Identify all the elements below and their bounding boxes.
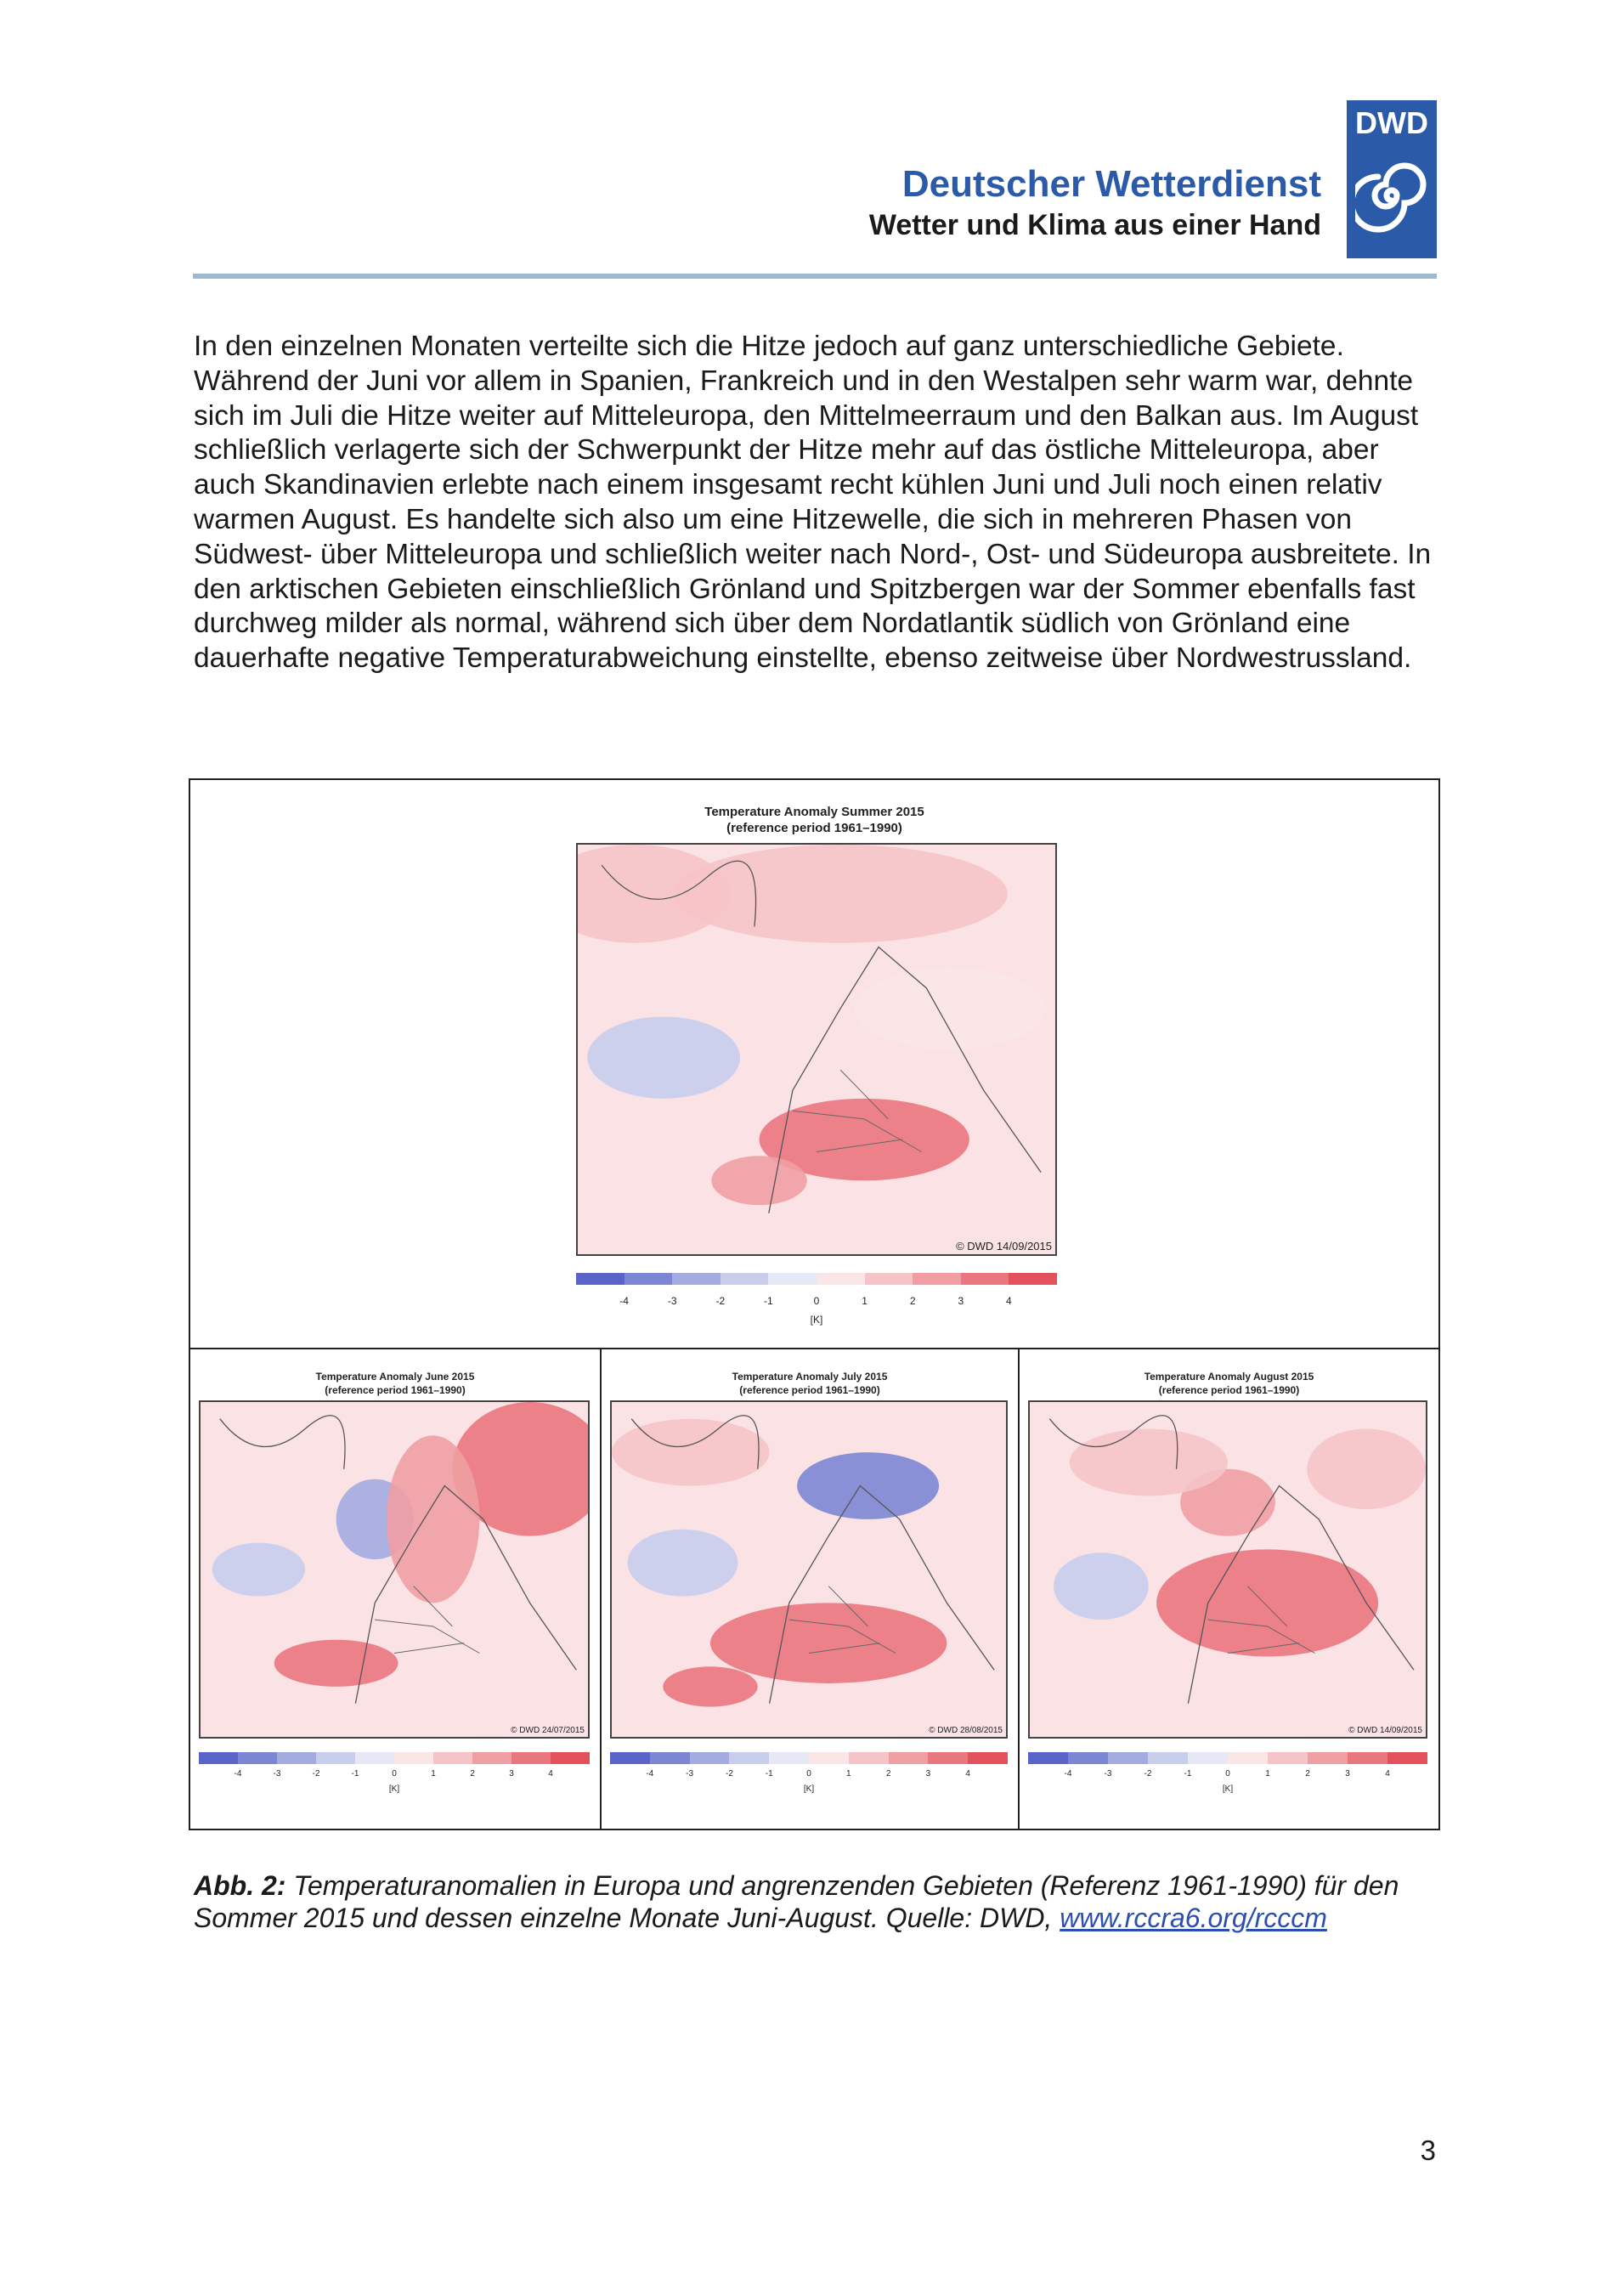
colorbar: [576, 1273, 1057, 1285]
colorbar-tick-label: 1: [431, 1769, 436, 1779]
colorbar-swatch: [551, 1752, 590, 1764]
logo-text: DWD: [1355, 105, 1428, 140]
colorbar-swatch: [610, 1752, 650, 1764]
colorbar: [199, 1752, 590, 1764]
colorbar-swatch: [199, 1752, 238, 1764]
colorbar-swatch: [913, 1273, 961, 1285]
colorbar-tick-label: -2: [715, 1295, 726, 1307]
colorbar-swatch: [961, 1273, 1009, 1285]
colorbar-tick-label: 1: [1265, 1769, 1270, 1779]
map-title-line: Temperature Anomaly July 2015: [732, 1371, 888, 1383]
figure-temperature-anomalies: [189, 778, 1440, 1830]
caption-source-link[interactable]: www.rccra6.org/rcccm: [1060, 1903, 1327, 1933]
colorbar-swatch: [1108, 1752, 1148, 1764]
colorbar-tick-label: 2: [885, 1769, 891, 1779]
colorbar-tick-label: -3: [273, 1769, 281, 1779]
colorbar-tick-label: -4: [619, 1295, 629, 1307]
colorbar-tick-label: 1: [846, 1769, 851, 1779]
org-tagline: Wetter und Klima aus einer Hand: [868, 209, 1321, 241]
map-title: [602, 1370, 1018, 1397]
colorbar-tick-label: 0: [806, 1769, 811, 1779]
colorbar-swatch: [277, 1752, 316, 1764]
map-title-line: Temperature Anomaly August 2015: [1144, 1371, 1314, 1383]
org-name: Deutscher Wetterdienst: [901, 163, 1321, 205]
colorbar-tick-label: -3: [1104, 1769, 1112, 1779]
colorbar-tick-label: -3: [667, 1295, 677, 1307]
colorbar-swatch: [1228, 1752, 1268, 1764]
colorbar-swatch: [690, 1752, 730, 1764]
colorbar-swatch: [238, 1752, 277, 1764]
page-number: 3: [1420, 2135, 1436, 2166]
colorbar-unit: [K]: [810, 1314, 823, 1326]
page-header: [193, 93, 1437, 286]
colorbar-swatch: [729, 1752, 769, 1764]
colorbar-tick-label: 2: [1305, 1769, 1310, 1779]
map-title: [1020, 1370, 1438, 1397]
colorbar-swatch: [865, 1273, 913, 1285]
colorbar-tick-label: -4: [1064, 1769, 1072, 1779]
map-panel-june: [190, 1349, 602, 1829]
colorbar-tick-label: 0: [813, 1295, 820, 1307]
colorbar: [1028, 1752, 1427, 1764]
colorbar-tick-label: -2: [725, 1769, 733, 1779]
map-title-line: Temperature Anomaly June 2015: [315, 1371, 475, 1383]
colorbar-swatch: [672, 1273, 721, 1285]
map-reference-period: (reference period 1961–1990): [739, 1384, 880, 1396]
colorbar-swatch: [1188, 1752, 1228, 1764]
colorbar-swatch: [817, 1273, 865, 1285]
colorbar-tick-label: 2: [470, 1769, 475, 1779]
map-copyright-stamp: © DWD 14/09/2015: [956, 1240, 1052, 1253]
map-panel-july: [602, 1349, 1020, 1829]
colorbar-tick-label: 2: [909, 1295, 916, 1307]
map-copyright-stamp: © DWD 24/07/2015: [511, 1726, 585, 1735]
colorbar-tick-label: 0: [1225, 1769, 1230, 1779]
colorbar-swatch: [1387, 1752, 1427, 1764]
colorbar-tick-label: 4: [965, 1769, 970, 1779]
map-reference-period: (reference period 1961–1990): [325, 1384, 466, 1396]
colorbar-swatch: [433, 1752, 472, 1764]
spiral-icon: [1355, 156, 1428, 241]
colorbar-swatch: [1009, 1273, 1057, 1285]
colorbar-tick-label: 1: [862, 1295, 868, 1307]
colorbar-tick-label: 4: [1006, 1295, 1012, 1307]
figure-caption: [194, 1869, 1436, 1934]
body-paragraph: In den einzelnen Monaten verteilte sich die Hitze jedoch auf ganz unterschiedliche Gebiete. Während der Juni vor allem in Spanien, Frankreich und in den Westalpen sehr warm war, dehnte sich im Juli die Hitze weiter auf Mitteleuropa, den Mittelmeerraum und den Balkan aus. Im August schließlich verlagerte sich der Schwerpunkt der Hitze mehr auf das östliche Mitteleuropa, aber auch Skandinavien erlebte nach einem insgesamt recht kühlen Juni und Juli noch einen relativ warmen August. Es handelte sich also um eine Hitzewelle, die sich in mehreren Phasen von Südwest- über Mitteleuropa und schließlich weiter nach Nord-, Ost- und Südeuropa ausbreitete. In den arktischen Gebieten einschließlich Grönland und Spitzbergen war der Sommer ebenfalls fast durchweg milder als normal, während sich über dem Nordatlantik südlich von Grönland eine dauerhafte negative Temperaturabweichung einstellte, ebenso zeitweise über Nordwestrussland.: [194, 331, 1432, 675]
colorbar-tick-label: -1: [351, 1769, 359, 1779]
colorbar-tick-label: -2: [312, 1769, 320, 1779]
map-reference-period: (reference period 1961–1990): [726, 821, 902, 835]
map-title: [190, 804, 1438, 836]
colorbar-tick-label: -3: [686, 1769, 694, 1779]
colorbar-tick-label: 3: [958, 1295, 964, 1307]
colorbar-swatch: [889, 1752, 929, 1764]
colorbar-tick-label: 4: [548, 1769, 553, 1779]
colorbar-unit: [K]: [803, 1784, 815, 1794]
colorbar-tick-label: -1: [1184, 1769, 1192, 1779]
map-title: [190, 1370, 600, 1397]
caption-text: Temperaturanomalien in Europa und angrenzenden Gebieten (Referenz 1961-1990) für den Sommer 2015 und dessen einzelne Monate Juni-August. Quelle: DWD,: [194, 1870, 1399, 1933]
colorbar-unit: [K]: [1222, 1784, 1234, 1794]
colorbar-tick-label: -1: [764, 1295, 773, 1307]
colorbar-tick-label: 3: [509, 1769, 514, 1779]
colorbar-swatch: [968, 1752, 1008, 1764]
colorbar-swatch: [576, 1273, 624, 1285]
colorbar-swatch: [1068, 1752, 1108, 1764]
colorbar-swatch: [768, 1273, 817, 1285]
colorbar-tick-label: -1: [765, 1769, 773, 1779]
colorbar-swatch: [769, 1752, 809, 1764]
map-copyright-stamp: © DWD 14/09/2015: [1348, 1726, 1422, 1735]
map-panel-august: [1020, 1349, 1438, 1829]
colorbar-swatch: [1148, 1752, 1188, 1764]
map-reference-period: (reference period 1961–1990): [1158, 1384, 1300, 1396]
map-panel-summer: [190, 780, 1438, 1349]
colorbar-tick-label: 0: [392, 1769, 397, 1779]
map-title-line: Temperature Anomaly Summer 2015: [704, 805, 924, 819]
colorbar-swatch: [394, 1752, 433, 1764]
anomaly-map-august: [1028, 1400, 1427, 1739]
colorbar-swatch: [1308, 1752, 1348, 1764]
colorbar-swatch: [928, 1752, 968, 1764]
colorbar-swatch: [472, 1752, 511, 1764]
colorbar: [610, 1752, 1008, 1764]
colorbar-swatch: [355, 1752, 394, 1764]
colorbar-swatch: [1268, 1752, 1308, 1764]
colorbar-swatch: [1028, 1752, 1068, 1764]
colorbar-tick-label: -4: [234, 1769, 242, 1779]
colorbar-tick-label: -4: [646, 1769, 654, 1779]
colorbar-swatch: [1348, 1752, 1387, 1764]
caption-label: Abb. 2:: [194, 1870, 286, 1901]
map-copyright-stamp: © DWD 28/08/2015: [929, 1726, 1003, 1735]
colorbar-swatch: [809, 1752, 849, 1764]
anomaly-map-june: [199, 1400, 590, 1739]
anomaly-map-july: [610, 1400, 1008, 1739]
colorbar-swatch: [849, 1752, 889, 1764]
colorbar-tick-label: -2: [1144, 1769, 1152, 1779]
colorbar-tick-label: 4: [1385, 1769, 1390, 1779]
colorbar-unit: [K]: [388, 1784, 400, 1794]
colorbar-tick-label: 3: [1345, 1769, 1350, 1779]
colorbar-tick-label: 3: [925, 1769, 931, 1779]
colorbar-swatch: [721, 1273, 769, 1285]
header-divider: [193, 274, 1437, 279]
colorbar-swatch: [316, 1752, 355, 1764]
colorbar-swatch: [511, 1752, 551, 1764]
colorbar-swatch: [624, 1273, 673, 1285]
dwd-logo: [1347, 100, 1437, 258]
colorbar-swatch: [650, 1752, 690, 1764]
anomaly-map-summer: [576, 843, 1057, 1256]
